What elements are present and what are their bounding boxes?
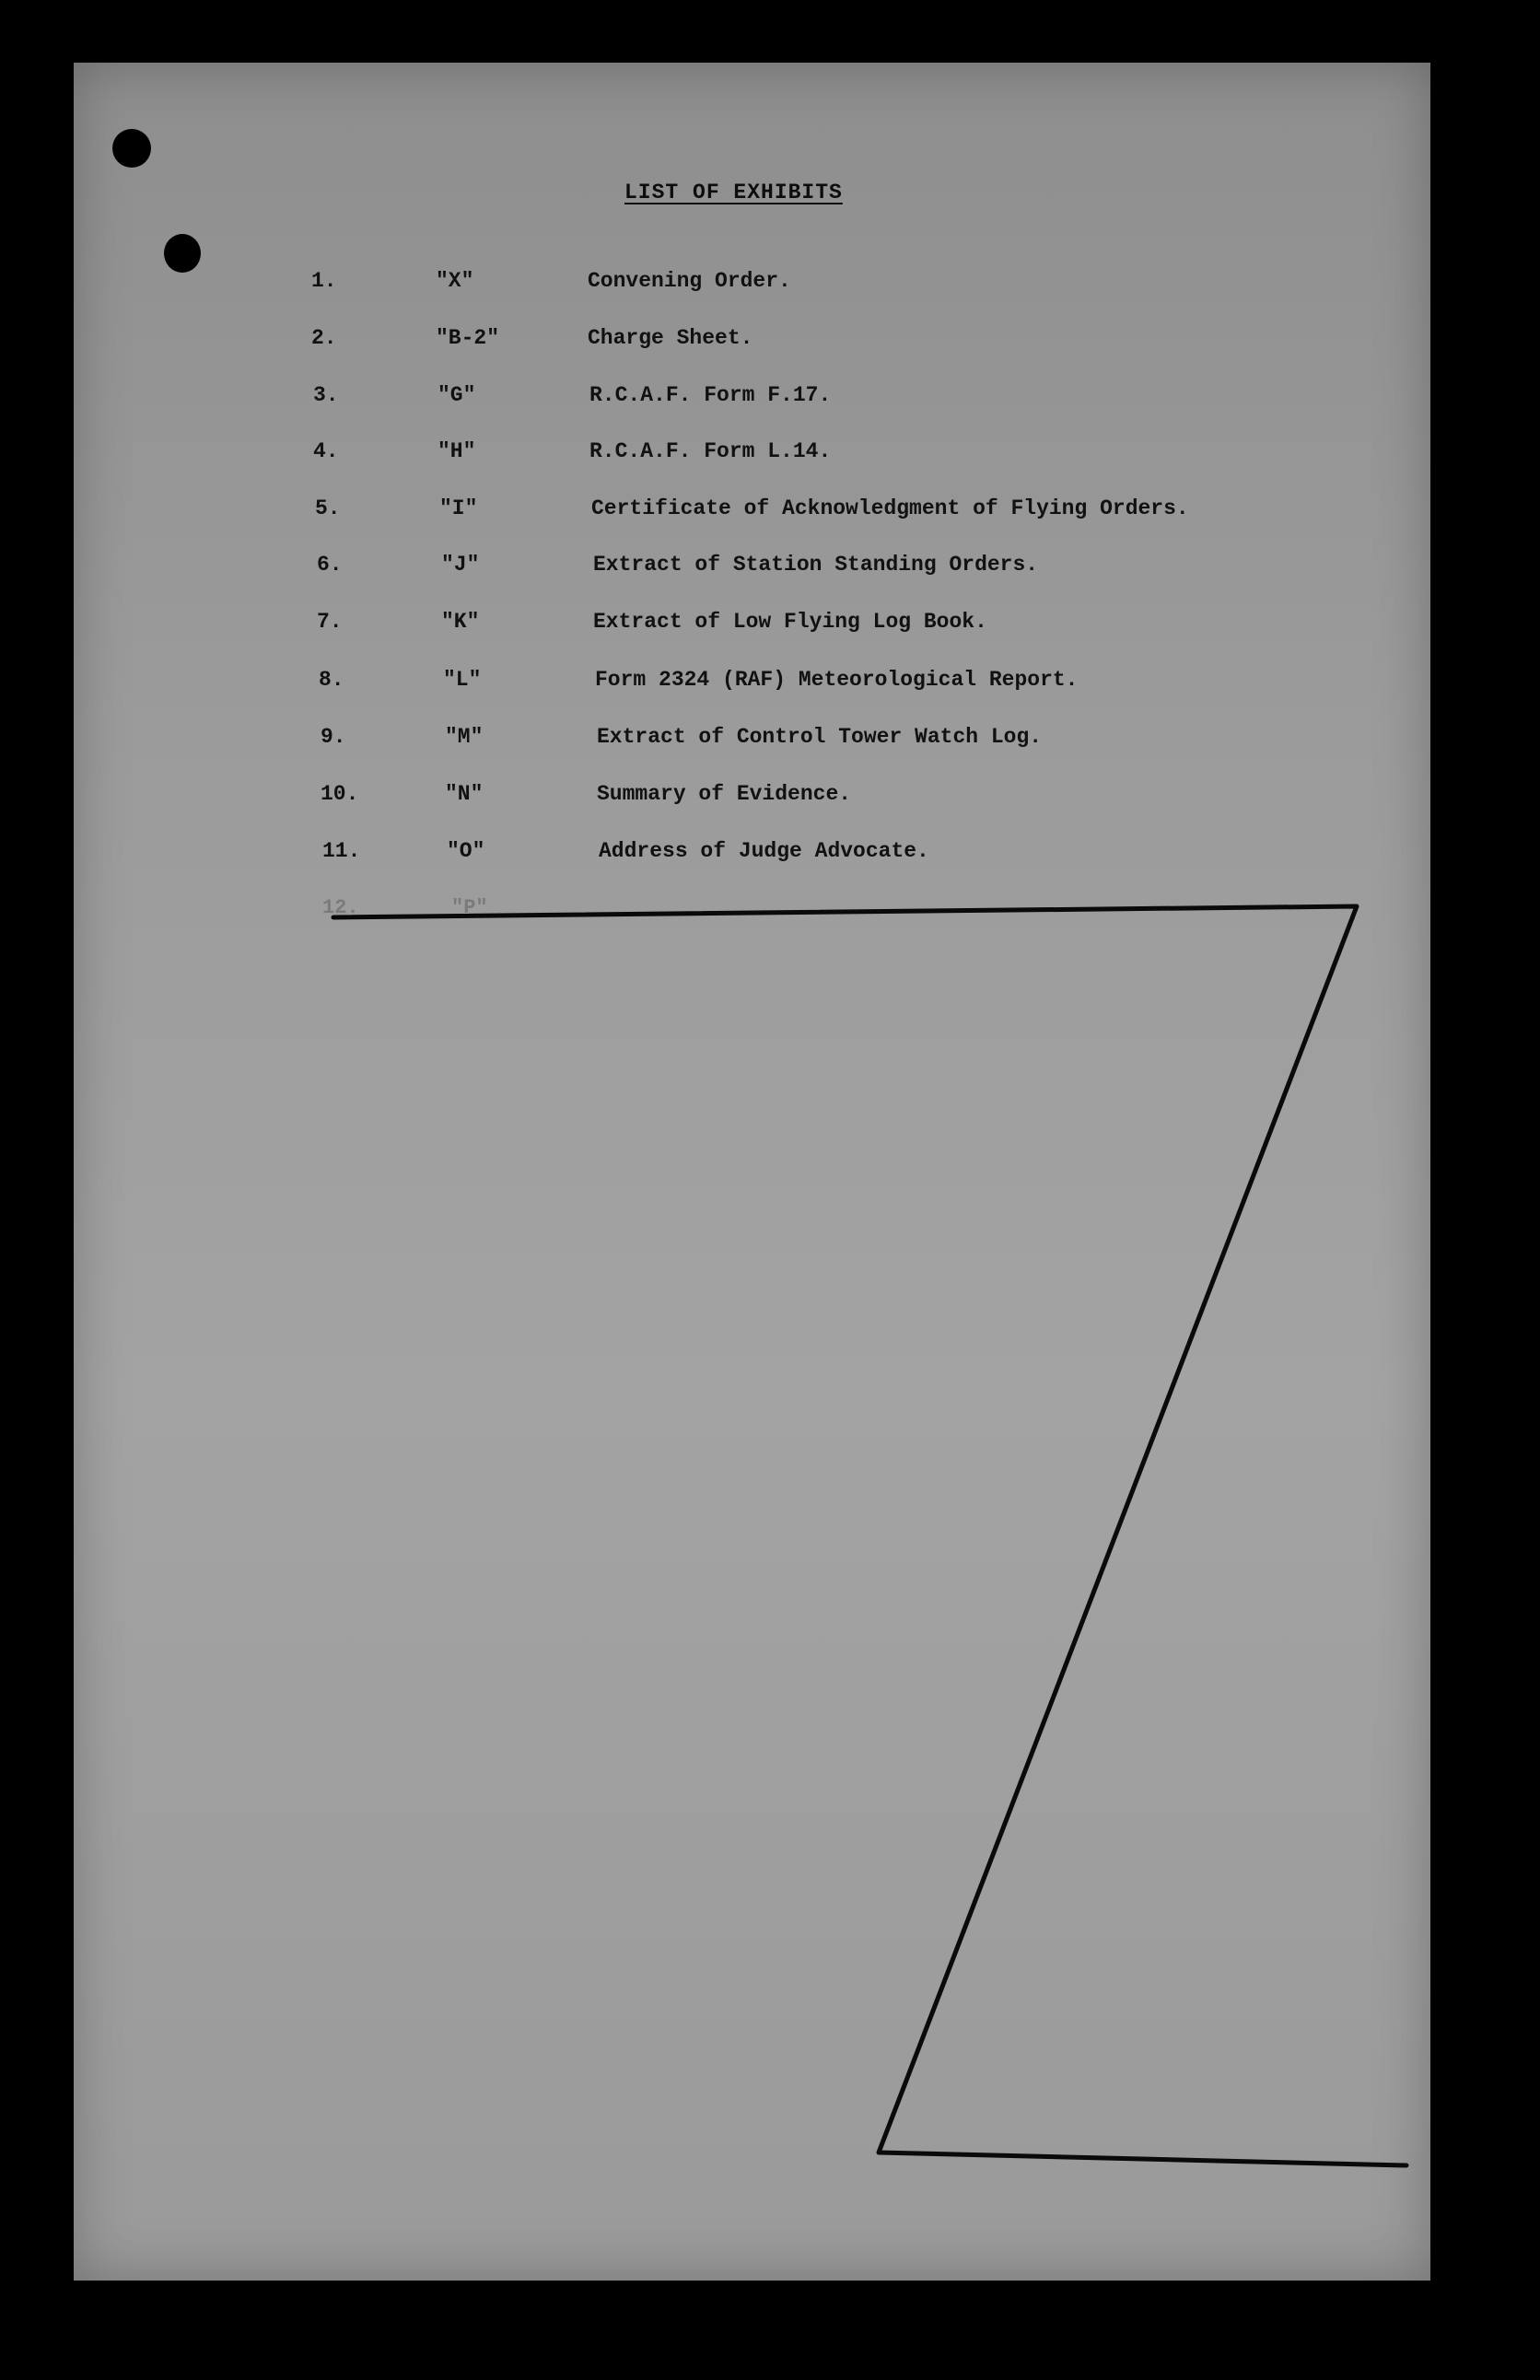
punch-hole-top bbox=[112, 129, 151, 168]
exhibit-number: 8. bbox=[319, 668, 344, 692]
exhibit-number: 4. bbox=[313, 439, 339, 463]
exhibit-number: 6. bbox=[317, 553, 343, 577]
punch-hole-second bbox=[164, 234, 201, 273]
exhibit-mark: "H" bbox=[438, 439, 476, 463]
exhibit-description: Certificate of Acknowledgment of Flying Orders. bbox=[591, 496, 1189, 520]
page-title: LIST OF EXHIBITS bbox=[624, 181, 843, 204]
exhibit-number: 3. bbox=[313, 383, 339, 407]
exhibit-description: Form 2324 (RAF) Meteorological Report. bbox=[595, 668, 1079, 692]
struck-entry-number: 12. bbox=[322, 896, 359, 919]
exhibit-number: 10. bbox=[321, 782, 359, 806]
exhibit-number: 11. bbox=[322, 839, 361, 863]
exhibit-description: Address of Judge Advocate. bbox=[599, 839, 929, 863]
exhibit-mark: "X" bbox=[436, 269, 474, 293]
exhibit-mark: "K" bbox=[441, 610, 480, 634]
exhibit-description: Convening Order. bbox=[588, 269, 791, 293]
exhibit-mark: "O" bbox=[447, 839, 485, 863]
exhibit-number: 1. bbox=[311, 269, 337, 293]
struck-entry-mark: "P" bbox=[451, 896, 488, 919]
exhibit-description: Extract of Low Flying Log Book. bbox=[593, 610, 987, 634]
exhibit-number: 9. bbox=[321, 725, 346, 749]
exhibit-mark: "M" bbox=[445, 725, 484, 749]
exhibit-mark: "J" bbox=[441, 553, 480, 577]
exhibit-description: Summary of Evidence. bbox=[597, 782, 852, 806]
exhibit-description: Charge Sheet. bbox=[588, 326, 753, 350]
exhibit-description: R.C.A.F. Form F.17. bbox=[589, 383, 832, 407]
exhibit-description: Extract of Station Standing Orders. bbox=[593, 553, 1039, 577]
exhibit-number: 5. bbox=[315, 496, 341, 520]
exhibit-mark: "I" bbox=[439, 496, 478, 520]
exhibit-mark: "B-2" bbox=[436, 326, 500, 350]
exhibit-mark: "L" bbox=[443, 668, 482, 692]
exhibit-mark: "G" bbox=[438, 383, 476, 407]
exhibit-number: 7. bbox=[317, 610, 343, 634]
exhibit-number: 2. bbox=[311, 326, 337, 350]
exhibit-description: Extract of Control Tower Watch Log. bbox=[597, 725, 1043, 749]
exhibit-mark: "N" bbox=[445, 782, 484, 806]
exhibit-description: R.C.A.F. Form L.14. bbox=[589, 439, 832, 463]
